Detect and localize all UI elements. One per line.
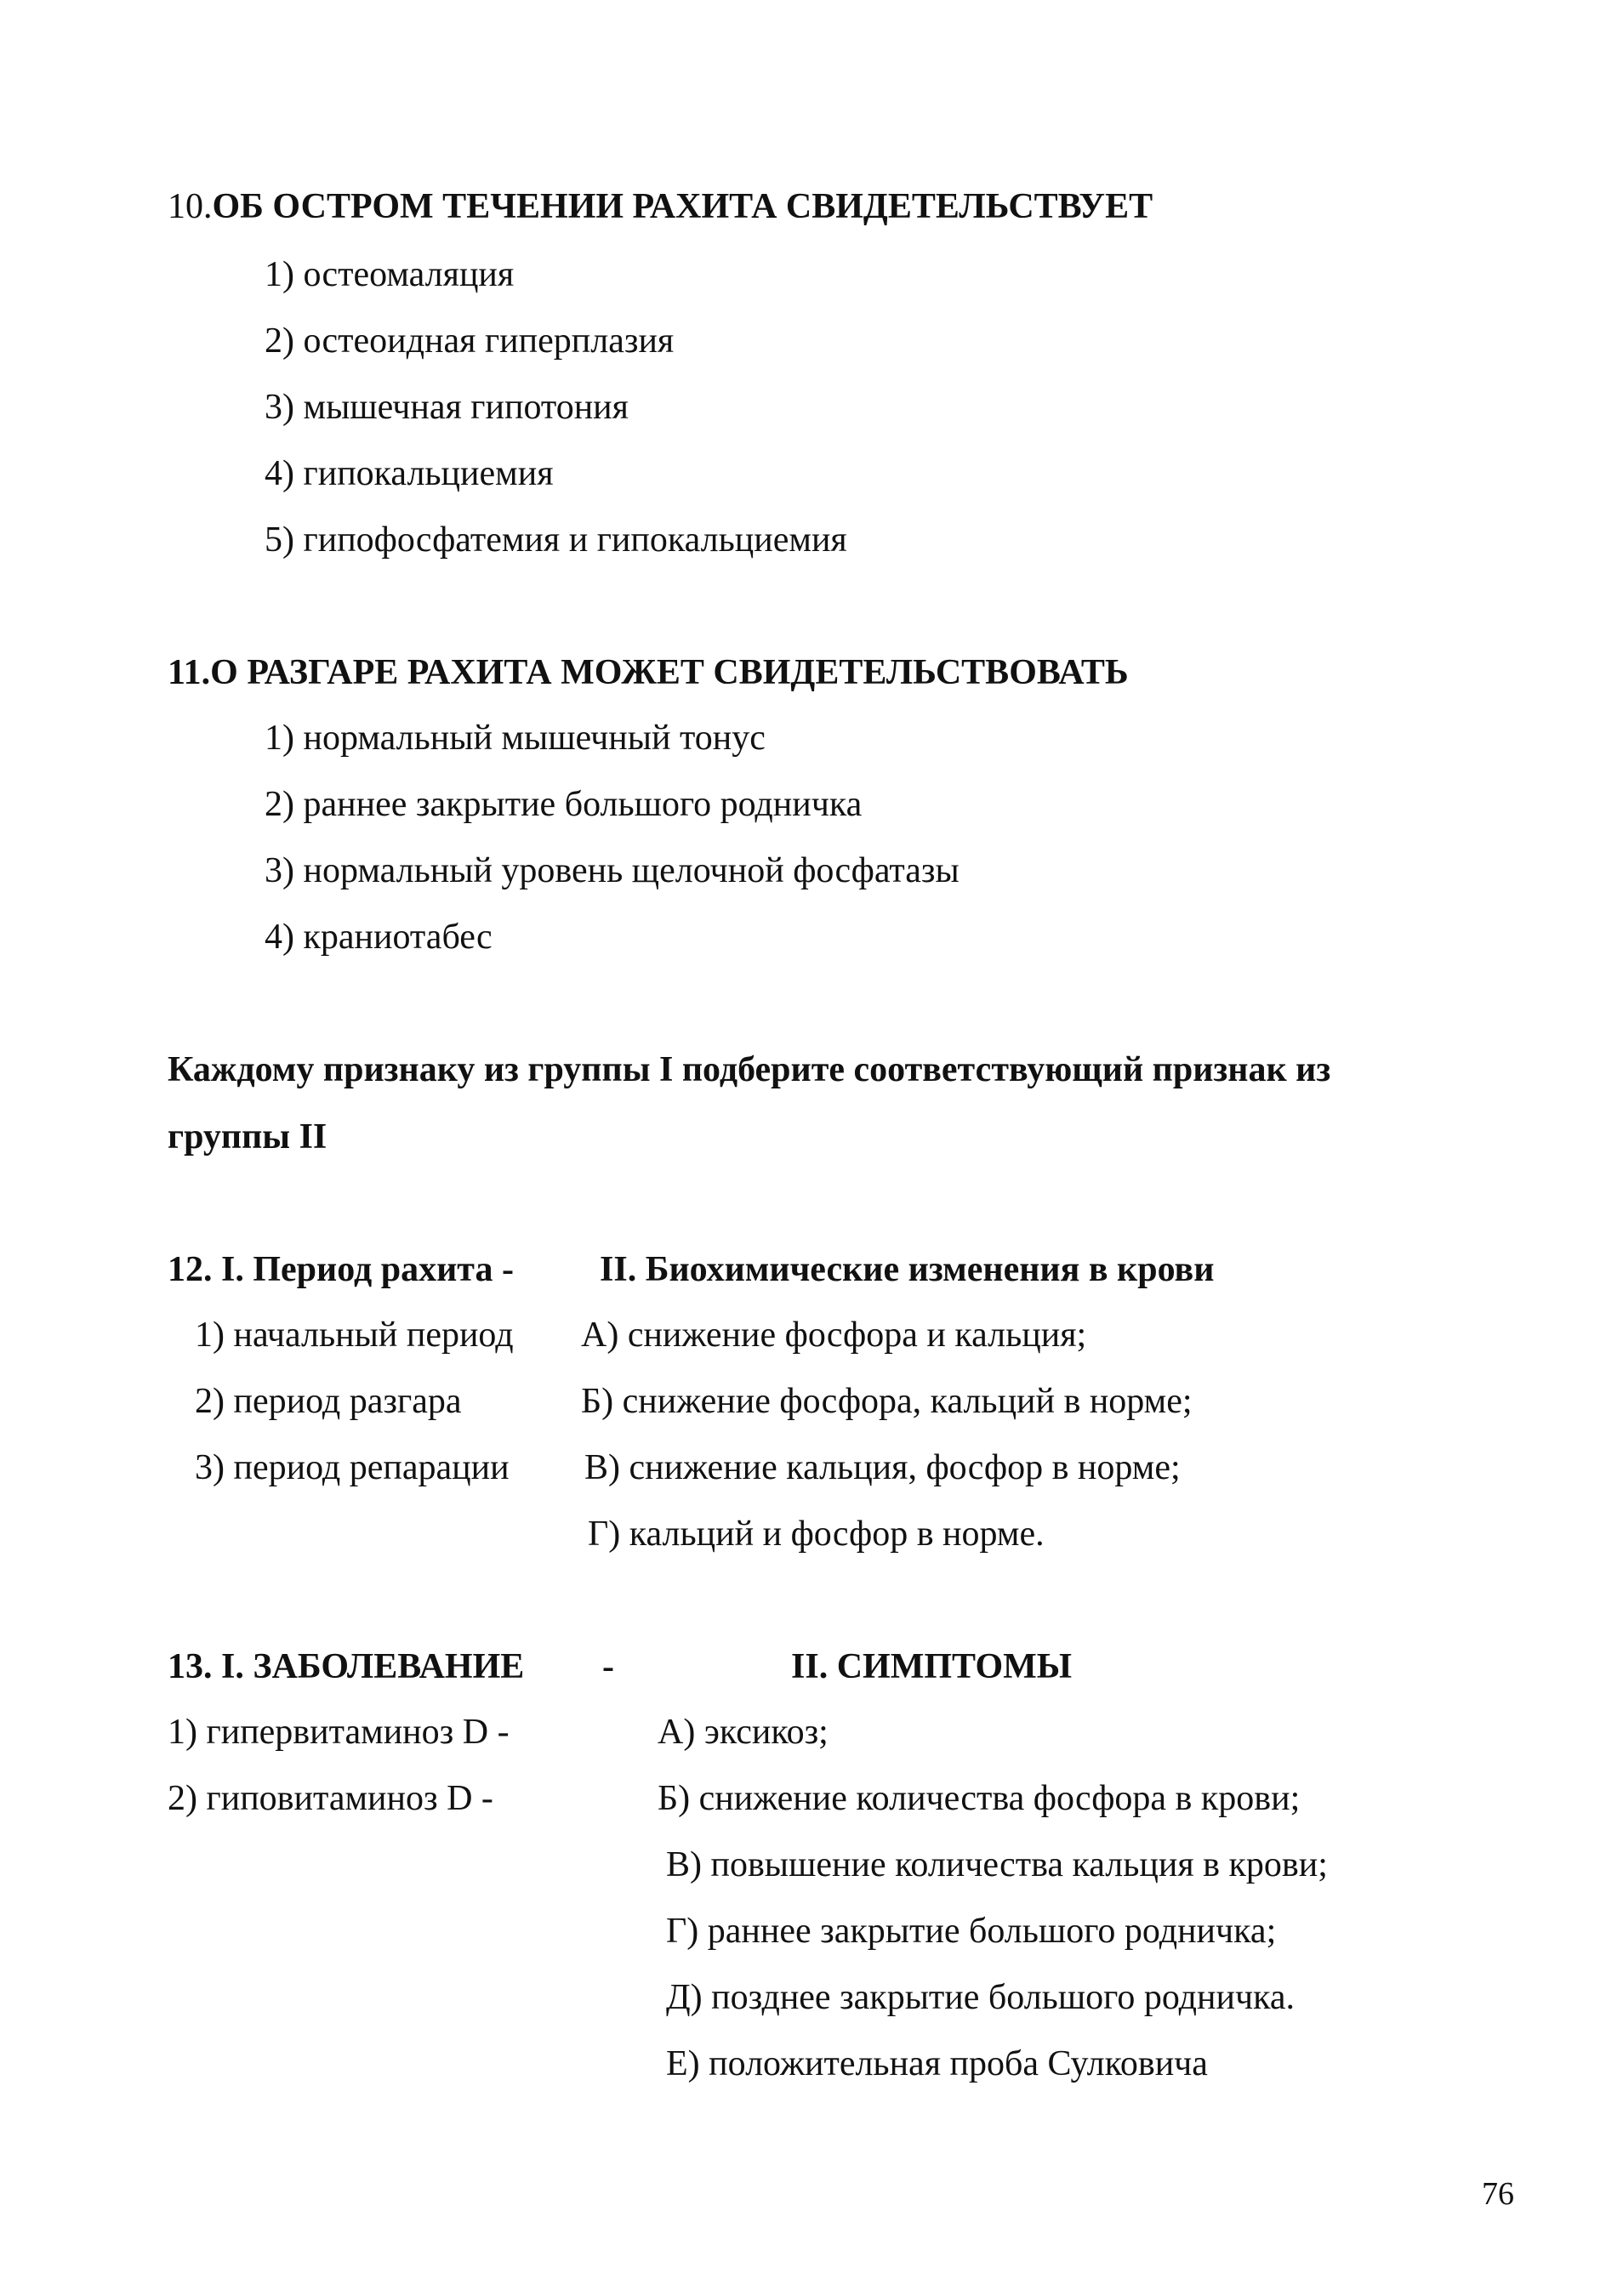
question-13-heading-dash: -	[602, 1647, 614, 1686]
question-10-option: 3) мышечная гипотония	[265, 388, 629, 427]
question-12-right-item: Г) кальций и фосфор в норме.	[588, 1515, 1045, 1554]
question-11-option: 2) раннее закрытие большого родничка	[265, 785, 863, 824]
question-11-option: 4) краниотабес	[265, 918, 493, 957]
question-12-right-item: Б) снижение фосфора, кальций в норме;	[581, 1382, 1193, 1421]
question-12-heading-left: 12. I. Период рахита -	[168, 1250, 514, 1289]
question-12-right-item: А) снижение фосфора и кальция;	[581, 1316, 1087, 1355]
question-10-option: 1) остеомаляция	[265, 255, 515, 294]
question-13-right-item: Г) раннее закрытие большого родничка;	[666, 1912, 1277, 1951]
question-10-option: 5) гипофосфатемия и гипокальциемия	[265, 520, 847, 560]
question-13-right-item: Е) положительная проба Сулковича	[666, 2044, 1208, 2083]
question-13-left-item: 2) гиповитаминоз D -	[168, 1779, 493, 1818]
question-12-left-item: 1) начальный период	[195, 1316, 514, 1355]
question-11-option: 3) нормальный уровень щелочной фосфатазы	[265, 851, 960, 890]
question-10-option: 4) гипокальциемия	[265, 454, 554, 493]
question-13-left-item: 1) гипервитаминоз D -	[168, 1713, 510, 1752]
instruction-line-1: Каждому признаку из группы I подберите соответствующий признак из	[168, 1050, 1331, 1089]
question-13-right-item: А) эксикоз;	[658, 1713, 829, 1752]
question-10-option: 2) остеоидная гиперплазия	[265, 321, 675, 361]
question-12-left-item: 3) период репарации	[195, 1448, 510, 1487]
question-13-right-item: Б) снижение количества фосфора в крови;	[658, 1779, 1301, 1818]
question-10-heading	[168, 189, 1153, 224]
question-13-heading-right: II. СИМПТОМЫ	[791, 1647, 1073, 1686]
question-10-number: 10.	[168, 187, 213, 226]
question-12-right-item: В) снижение кальция, фосфор в норме;	[584, 1448, 1181, 1487]
question-13-heading-left: 13. I. ЗАБОЛЕВАНИЕ	[168, 1647, 525, 1686]
question-13-right-item: В) повышение количества кальция в крови;	[666, 1845, 1328, 1884]
question-11-option: 1) нормальный мышечный тонус	[265, 719, 766, 758]
instruction-line-2: группы II	[168, 1117, 327, 1157]
page-number: 76	[1482, 2176, 1514, 2212]
question-12-heading-right: II. Биохимические изменения в крови	[600, 1250, 1215, 1289]
question-10-text: ОБ ОСТРОМ ТЕЧЕНИИ РАХИТА СВИДЕТЕЛЬСТВУЕТ	[212, 187, 1153, 226]
question-11-heading: 11.О РАЗГАРЕ РАХИТА МОЖЕТ СВИДЕТЕЛЬСТВОВАТЬ	[168, 653, 1129, 692]
question-13-right-item: Д) позднее закрытие большого родничка.	[666, 1978, 1295, 2017]
question-12-left-item: 2) период разгара	[195, 1382, 462, 1421]
